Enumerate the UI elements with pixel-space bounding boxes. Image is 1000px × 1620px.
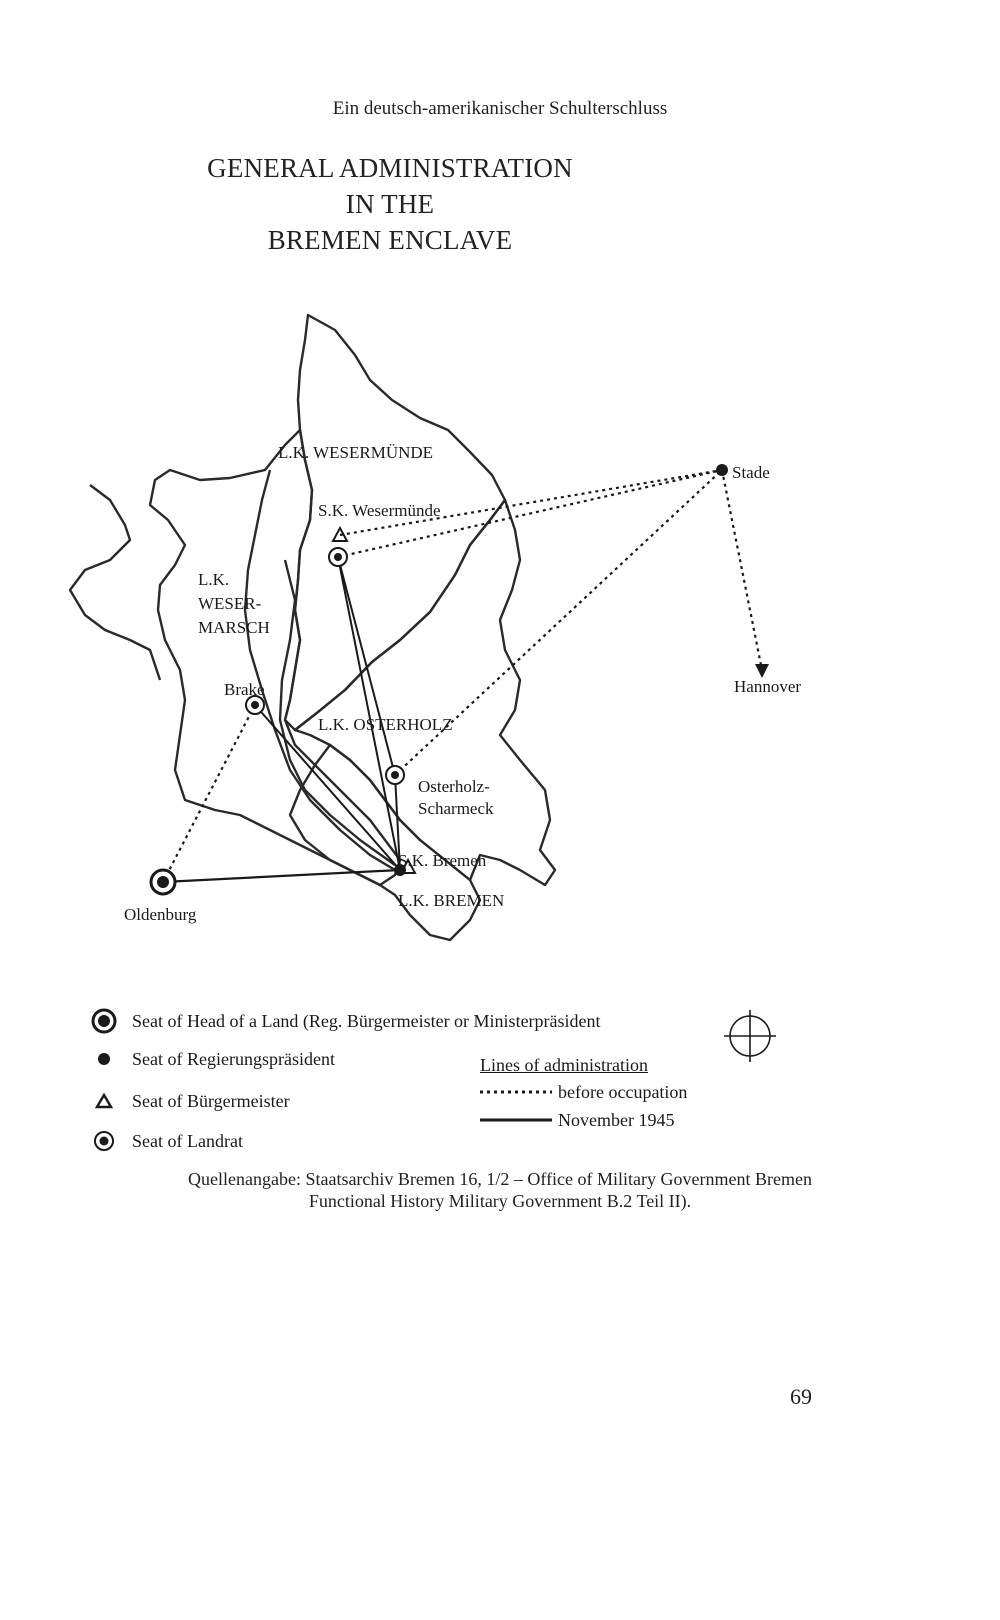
compass-crosshair-icon: [722, 1008, 778, 1064]
running-head: Ein deutsch-amerikanischer Schulterschluss: [332, 98, 668, 119]
page-number: 69: [790, 1384, 812, 1409]
seat-lk-wesermuende-icon: [329, 548, 347, 566]
map-title-line-3: BREMEN ENCLAVE: [267, 225, 513, 255]
legend-label-buergermeister: Seat of Bürgermeister: [132, 1090, 290, 1111]
legend-label-regierungspraesident: Seat of Regierungspräsident: [132, 1048, 335, 1069]
label-osterholz-1: Osterholz-: [418, 777, 490, 796]
lines-of-administration: [480, 1055, 780, 1134]
map-legend: [82, 1008, 942, 1178]
seat-head-of-land-icon: [82, 1008, 126, 1034]
label-brake: Brake: [224, 680, 265, 699]
label-lk-wesermarsch-3: MARSCH: [198, 618, 270, 637]
label-stade: Stade: [732, 463, 770, 482]
seat-oldenburg-icon: [151, 870, 175, 894]
map-title-line-2: IN THE: [345, 189, 435, 219]
seat-buergermeister-icon: [82, 1093, 126, 1109]
label-lk-wesermuende: L.K. WESERMÜNDE: [278, 443, 434, 462]
legend-item-regierungspraesident: [82, 1046, 335, 1072]
line-after-label: November 1945: [558, 1109, 675, 1130]
legend-label-head-of-land: Seat of Head of a Land (Reg. Bürgermeister or Ministerpräsident: [132, 1010, 601, 1031]
source-line-2: Functional History Military Government B.2 Teil II).: [308, 1191, 692, 1211]
label-lk-wesermarsch-1: L.K.: [198, 570, 230, 589]
dotted-line-icon: [480, 1089, 552, 1095]
label-lk-bremen: L.K. BREMEN: [398, 891, 505, 910]
legend-item-buergermeister: [82, 1088, 290, 1114]
solid-line-icon: [480, 1117, 552, 1123]
label-hannover: Hannover: [734, 677, 802, 696]
hannover-arrow-icon: [755, 664, 769, 678]
legend-item-landrat: [82, 1128, 243, 1154]
seat-landrat-icon: [82, 1130, 126, 1152]
boundary-river-weser: [245, 470, 395, 870]
label-lk-osterholz: L.K. OSTERHOLZ: [318, 715, 453, 734]
legend-label-landrat: Seat of Landrat: [132, 1130, 243, 1151]
boundary-lk-wesermuende: [285, 315, 505, 730]
boundary-lk-bremen: [290, 745, 480, 940]
legend-item-head-of-land: [82, 1008, 601, 1034]
lines-heading: Lines of administration: [480, 1055, 648, 1075]
boundary-lk-wesermarsch: [150, 430, 400, 885]
label-osterholz-2: Scharmeck: [418, 799, 494, 818]
line-before-label: before occupation: [558, 1081, 688, 1102]
map-title-line-1: GENERAL ADMINISTRATION: [207, 153, 573, 183]
line-before-occupation: [480, 1078, 780, 1106]
seat-regierungspraesident-icon: [82, 1052, 126, 1066]
source-line-1: Quellenangabe: Staatsarchiv Bremen 16, 1/2 – Office of Military Government Bremen: [188, 1169, 812, 1189]
label-sk-wesermuende: S.K. Wesermünde: [318, 501, 441, 520]
label-lk-wesermarsch-2: WESER-: [198, 594, 262, 613]
label-oldenburg: Oldenburg: [124, 905, 197, 924]
seat-stade-icon: [716, 464, 728, 476]
source-note: [60, 1168, 940, 1212]
label-sk-bremen: S.K. Bremen: [398, 851, 487, 870]
boundary-west-coast: [70, 485, 160, 680]
seat-osterholz-icon: [386, 766, 404, 784]
line-november-1945: [480, 1106, 780, 1134]
